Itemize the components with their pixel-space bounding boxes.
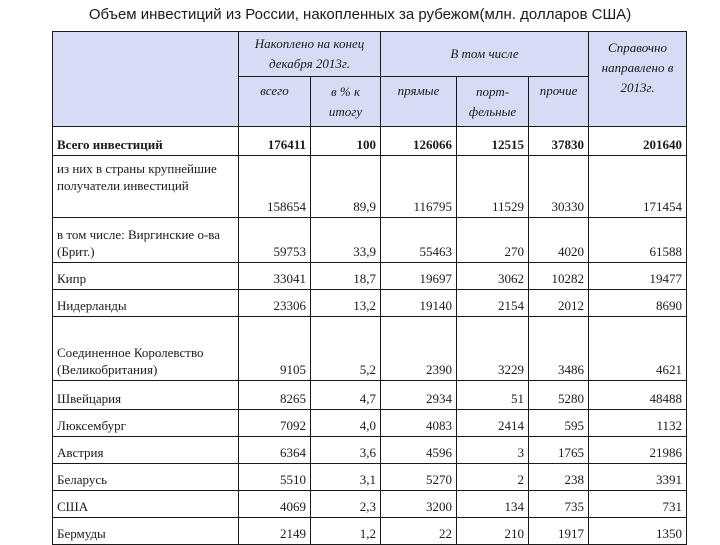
cell-other: 2012 — [529, 290, 589, 317]
cell-percent: 5,2 — [311, 317, 381, 381]
header-other: прочие — [529, 77, 589, 127]
cell-reference: 3391 — [589, 464, 687, 491]
cell-total: 9105 — [239, 317, 311, 381]
cell-reference: 4621 — [589, 317, 687, 381]
cell-direct: 22 — [381, 518, 457, 545]
cell-direct: 126066 — [381, 127, 457, 156]
table-row — [53, 127, 687, 156]
cell-reference: 1132 — [589, 410, 687, 437]
cell-direct: 4083 — [381, 410, 457, 437]
cell-reference: 1350 — [589, 518, 687, 545]
cell-other: 3486 — [529, 317, 589, 381]
table-row — [53, 464, 687, 491]
table-row — [53, 263, 687, 290]
row-name: в том числе: Виргинские о-ва (Брит.) — [53, 218, 239, 263]
table-row — [53, 381, 687, 410]
cell-other: 30330 — [529, 156, 589, 218]
cell-direct: 3200 — [381, 491, 457, 518]
header-total: всего — [239, 77, 311, 127]
cell-portfolio: 11529 — [457, 156, 529, 218]
cell-direct: 116795 — [381, 156, 457, 218]
cell-other: 5280 — [529, 381, 589, 410]
cell-direct: 2390 — [381, 317, 457, 381]
row-name: Бермуды — [53, 518, 239, 545]
table-row — [53, 218, 687, 263]
table-row — [53, 410, 687, 437]
header-percent: в % к итогу — [311, 77, 381, 127]
row-name: Беларусь — [53, 464, 239, 491]
table-header — [53, 32, 687, 127]
row-name: из них в страны крупнейшие получатели инвестиций — [53, 156, 239, 218]
investment-table-container — [52, 31, 686, 540]
cell-portfolio: 12515 — [457, 127, 529, 156]
cell-total: 8265 — [239, 381, 311, 410]
cell-reference: 19477 — [589, 263, 687, 290]
row-name: США — [53, 491, 239, 518]
cell-portfolio: 2 — [457, 464, 529, 491]
cell-reference: 21986 — [589, 437, 687, 464]
cell-percent: 3,1 — [311, 464, 381, 491]
cell-portfolio: 3062 — [457, 263, 529, 290]
cell-percent: 13,2 — [311, 290, 381, 317]
cell-portfolio: 270 — [457, 218, 529, 263]
header-reference: Справочно направлено в 2013г. — [589, 32, 687, 127]
cell-total: 7092 — [239, 410, 311, 437]
cell-other: 1917 — [529, 518, 589, 545]
header-corner-cell — [53, 32, 239, 127]
cell-percent: 2,3 — [311, 491, 381, 518]
cell-reference: 171454 — [589, 156, 687, 218]
cell-portfolio: 2414 — [457, 410, 529, 437]
row-name: Люксембург — [53, 410, 239, 437]
cell-reference: 48488 — [589, 381, 687, 410]
row-name: Соединенное Королевство (Великобритания) — [53, 317, 239, 381]
cell-direct: 4596 — [381, 437, 457, 464]
row-name: Швейцария — [53, 381, 239, 410]
cell-total: 6364 — [239, 437, 311, 464]
table-row — [53, 518, 687, 545]
cell-other: 595 — [529, 410, 589, 437]
cell-portfolio: 3 — [457, 437, 529, 464]
cell-percent: 1,2 — [311, 518, 381, 545]
cell-total: 23306 — [239, 290, 311, 317]
investment-table — [52, 31, 687, 545]
cell-direct: 19140 — [381, 290, 457, 317]
page-title: Объем инвестиций из России, накопленных за рубежом(млн. долларов США) — [88, 6, 632, 23]
cell-reference: 201640 — [589, 127, 687, 156]
cell-direct: 19697 — [381, 263, 457, 290]
cell-total: 176411 — [239, 127, 311, 156]
cell-portfolio: 134 — [457, 491, 529, 518]
cell-percent: 3,6 — [311, 437, 381, 464]
cell-direct: 55463 — [381, 218, 457, 263]
cell-other: 1765 — [529, 437, 589, 464]
row-name: Кипр — [53, 263, 239, 290]
cell-other: 37830 — [529, 127, 589, 156]
cell-percent: 4,7 — [311, 381, 381, 410]
row-name: Нидерланды — [53, 290, 239, 317]
cell-reference: 61588 — [589, 218, 687, 263]
cell-total: 4069 — [239, 491, 311, 518]
table-row — [53, 437, 687, 464]
table-row — [53, 491, 687, 518]
cell-percent: 33,9 — [311, 218, 381, 263]
header-direct: прямые — [381, 77, 457, 127]
table-row — [53, 156, 687, 218]
cell-direct: 5270 — [381, 464, 457, 491]
header-including: В том числе — [381, 32, 589, 77]
cell-portfolio: 210 — [457, 518, 529, 545]
cell-total: 158654 — [239, 156, 311, 218]
table-row — [53, 317, 687, 381]
header-portfolio: порт-фельные — [457, 77, 529, 127]
row-name: Австрия — [53, 437, 239, 464]
cell-portfolio: 2154 — [457, 290, 529, 317]
cell-percent: 4,0 — [311, 410, 381, 437]
cell-total: 2149 — [239, 518, 311, 545]
cell-portfolio: 51 — [457, 381, 529, 410]
table-body — [53, 127, 687, 545]
cell-reference: 8690 — [589, 290, 687, 317]
cell-total: 5510 — [239, 464, 311, 491]
cell-percent: 18,7 — [311, 263, 381, 290]
cell-total: 33041 — [239, 263, 311, 290]
cell-portfolio: 3229 — [457, 317, 529, 381]
header-accumulated: Накоплено на конец декабря 2013г. — [239, 32, 381, 77]
cell-percent: 89,9 — [311, 156, 381, 218]
cell-reference: 731 — [589, 491, 687, 518]
cell-other: 238 — [529, 464, 589, 491]
cell-total: 59753 — [239, 218, 311, 263]
cell-other: 735 — [529, 491, 589, 518]
cell-direct: 2934 — [381, 381, 457, 410]
cell-other: 4020 — [529, 218, 589, 263]
table-row — [53, 290, 687, 317]
cell-percent: 100 — [311, 127, 381, 156]
cell-other: 10282 — [529, 263, 589, 290]
row-name: Всего инвестиций — [53, 127, 239, 156]
